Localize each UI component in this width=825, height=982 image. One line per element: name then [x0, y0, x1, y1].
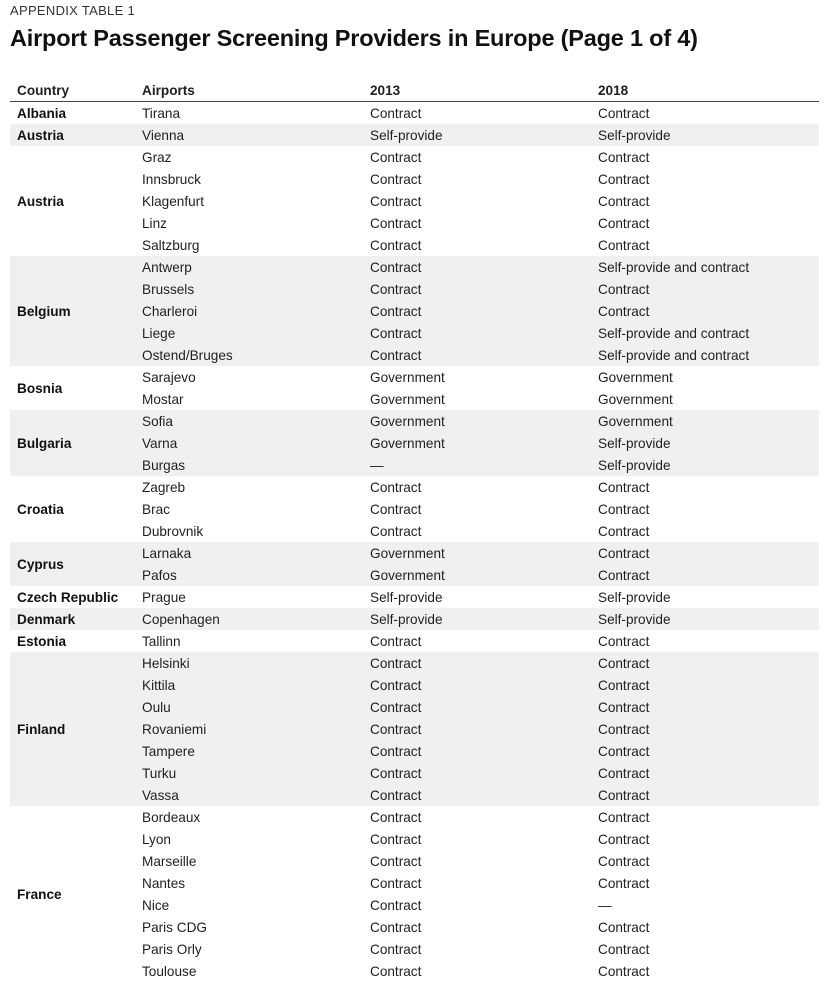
provider-2013-cell: Contract: [363, 718, 591, 740]
country-group: [10, 124, 819, 146]
provider-2018-cell: Self-provide: [591, 454, 819, 476]
airport-cell: Sarajevo: [135, 366, 363, 388]
table-row: [10, 608, 819, 630]
table-row: [10, 806, 819, 828]
provider-2018-cell: Contract: [591, 564, 819, 586]
provider-2013-cell: Contract: [363, 894, 591, 916]
provider-2013-cell: Contract: [363, 784, 591, 806]
header-row: [10, 80, 819, 102]
provider-2013-cell: Contract: [363, 146, 591, 168]
airport-cell: Brussels: [135, 278, 363, 300]
provider-2018-cell: Self-provide: [591, 608, 819, 630]
table-row: [10, 146, 819, 168]
airport-cell: Tirana: [135, 102, 363, 125]
provider-2013-cell: Contract: [363, 322, 591, 344]
airport-cell: Sofia: [135, 410, 363, 432]
airport-cell: Oulu: [135, 696, 363, 718]
airport-cell: Burgas: [135, 454, 363, 476]
provider-2013-cell: Contract: [363, 872, 591, 894]
airport-cell: Toulouse: [135, 960, 363, 982]
provider-2018-cell: Contract: [591, 520, 819, 542]
provider-2018-cell: Contract: [591, 168, 819, 190]
column-header-country: Country: [10, 80, 135, 102]
table-row: [10, 476, 819, 498]
provider-2018-cell: Contract: [591, 630, 819, 652]
provider-2018-cell: Contract: [591, 542, 819, 564]
country-cell: Bulgaria: [10, 410, 135, 476]
provider-2013-cell: Contract: [363, 630, 591, 652]
airport-cell: Kittila: [135, 674, 363, 696]
provider-2013-cell: Contract: [363, 740, 591, 762]
country-group: [10, 366, 819, 410]
provider-2013-cell: Contract: [363, 916, 591, 938]
provider-2018-cell: Contract: [591, 806, 819, 828]
provider-2018-cell: Contract: [591, 476, 819, 498]
country-cell: Estonia: [10, 630, 135, 652]
provider-2013-cell: Contract: [363, 652, 591, 674]
provider-2013-cell: Government: [363, 388, 591, 410]
airport-cell: Tampere: [135, 740, 363, 762]
provider-2018-cell: Contract: [591, 498, 819, 520]
provider-2018-cell: —: [591, 894, 819, 916]
airport-cell: Innsbruck: [135, 168, 363, 190]
provider-2013-cell: Contract: [363, 234, 591, 256]
table-row: [10, 586, 819, 608]
table-row: [10, 630, 819, 652]
airport-cell: Copenhagen: [135, 608, 363, 630]
airport-cell: Ostend/Bruges: [135, 344, 363, 366]
provider-2018-cell: Contract: [591, 212, 819, 234]
provider-2018-cell: Government: [591, 410, 819, 432]
provider-2018-cell: Self-provide and contract: [591, 256, 819, 278]
provider-2018-cell: Contract: [591, 278, 819, 300]
provider-2018-cell: Contract: [591, 190, 819, 212]
provider-2013-cell: Contract: [363, 762, 591, 784]
airport-cell: Vienna: [135, 124, 363, 146]
airport-cell: Pafos: [135, 564, 363, 586]
screening-providers-table: [10, 80, 819, 982]
airport-cell: Mostar: [135, 388, 363, 410]
provider-2018-cell: Contract: [591, 740, 819, 762]
provider-2013-cell: Self-provide: [363, 124, 591, 146]
provider-2013-cell: Self-provide: [363, 586, 591, 608]
country-group: [10, 608, 819, 630]
airport-cell: Paris CDG: [135, 916, 363, 938]
provider-2013-cell: Contract: [363, 696, 591, 718]
provider-2018-cell: Contract: [591, 102, 819, 125]
airport-cell: Larnaka: [135, 542, 363, 564]
provider-2018-cell: Contract: [591, 234, 819, 256]
airport-cell: Marseille: [135, 850, 363, 872]
provider-2013-cell: Contract: [363, 278, 591, 300]
provider-2018-cell: Contract: [591, 938, 819, 960]
country-cell: Austria: [10, 124, 135, 146]
airport-cell: Brac: [135, 498, 363, 520]
provider-2013-cell: Government: [363, 542, 591, 564]
provider-2018-cell: Self-provide: [591, 432, 819, 454]
provider-2018-cell: Contract: [591, 784, 819, 806]
provider-2013-cell: Contract: [363, 674, 591, 696]
airport-cell: Linz: [135, 212, 363, 234]
country-group: [10, 256, 819, 366]
provider-2013-cell: Contract: [363, 190, 591, 212]
column-header-2018: 2018: [591, 80, 819, 102]
provider-2013-cell: Contract: [363, 300, 591, 322]
country-cell: Austria: [10, 146, 135, 256]
country-group: [10, 146, 819, 256]
provider-2018-cell: Contract: [591, 828, 819, 850]
provider-2018-cell: Contract: [591, 762, 819, 784]
airport-cell: Nice: [135, 894, 363, 916]
provider-2013-cell: Contract: [363, 806, 591, 828]
airport-cell: Helsinki: [135, 652, 363, 674]
provider-2018-cell: Contract: [591, 872, 819, 894]
page-title: Airport Passenger Screening Providers in Europe (Page 1 of 4): [10, 25, 698, 51]
country-group: [10, 476, 819, 542]
airport-cell: Charleroi: [135, 300, 363, 322]
column-header-airports: Airports: [135, 80, 363, 102]
column-header-2013: 2013: [363, 80, 591, 102]
country-cell: Denmark: [10, 608, 135, 630]
provider-2018-cell: Contract: [591, 696, 819, 718]
table-row: [10, 542, 819, 564]
provider-2013-cell: Contract: [363, 212, 591, 234]
airport-cell: Lyon: [135, 828, 363, 850]
country-cell: Belgium: [10, 256, 135, 366]
airport-cell: Varna: [135, 432, 363, 454]
airport-cell: Klagenfurt: [135, 190, 363, 212]
provider-2013-cell: Contract: [363, 850, 591, 872]
country-cell: Albania: [10, 102, 135, 125]
table-row: [10, 652, 819, 674]
provider-2018-cell: Contract: [591, 652, 819, 674]
provider-2013-cell: Government: [363, 366, 591, 388]
airport-cell: Turku: [135, 762, 363, 784]
airport-cell: Rovaniemi: [135, 718, 363, 740]
airport-cell: Liege: [135, 322, 363, 344]
table-row: [10, 366, 819, 388]
provider-2013-cell: Contract: [363, 102, 591, 125]
provider-2013-cell: Contract: [363, 344, 591, 366]
provider-2013-cell: Contract: [363, 828, 591, 850]
airport-cell: Dubrovnik: [135, 520, 363, 542]
provider-2018-cell: Government: [591, 366, 819, 388]
airport-cell: Graz: [135, 146, 363, 168]
country-group: [10, 410, 819, 476]
country-group: [10, 806, 819, 982]
provider-2013-cell: —: [363, 454, 591, 476]
provider-2018-cell: Contract: [591, 960, 819, 982]
provider-2013-cell: Government: [363, 564, 591, 586]
provider-2013-cell: Contract: [363, 498, 591, 520]
country-cell: Bosnia: [10, 366, 135, 410]
provider-2013-cell: Government: [363, 432, 591, 454]
table-row: [10, 124, 819, 146]
airport-cell: Tallinn: [135, 630, 363, 652]
provider-2013-cell: Contract: [363, 256, 591, 278]
country-cell: France: [10, 806, 135, 982]
airport-cell: Vassa: [135, 784, 363, 806]
airport-cell: Prague: [135, 586, 363, 608]
country-cell: Croatia: [10, 476, 135, 542]
provider-2018-cell: Self-provide: [591, 124, 819, 146]
airport-cell: Antwerp: [135, 256, 363, 278]
provider-2013-cell: Contract: [363, 960, 591, 982]
provider-2018-cell: Contract: [591, 674, 819, 696]
airport-cell: Saltzburg: [135, 234, 363, 256]
table-row: [10, 102, 819, 125]
country-group: [10, 652, 819, 806]
provider-2013-cell: Government: [363, 410, 591, 432]
provider-2018-cell: Self-provide and contract: [591, 322, 819, 344]
provider-2013-cell: Self-provide: [363, 608, 591, 630]
country-cell: Czech Republic: [10, 586, 135, 608]
provider-2013-cell: Contract: [363, 520, 591, 542]
country-group: [10, 586, 819, 608]
country-cell: Finland: [10, 652, 135, 806]
provider-2018-cell: Self-provide and contract: [591, 344, 819, 366]
provider-2018-cell: Contract: [591, 300, 819, 322]
country-group: [10, 102, 819, 125]
provider-2018-cell: Contract: [591, 916, 819, 938]
table-row: [10, 256, 819, 278]
provider-2018-cell: Contract: [591, 146, 819, 168]
provider-2018-cell: Government: [591, 388, 819, 410]
country-group: [10, 630, 819, 652]
provider-2018-cell: Contract: [591, 718, 819, 740]
provider-2013-cell: Contract: [363, 168, 591, 190]
airport-cell: Bordeaux: [135, 806, 363, 828]
provider-2018-cell: Self-provide: [591, 586, 819, 608]
table-row: [10, 410, 819, 432]
provider-2018-cell: Contract: [591, 850, 819, 872]
provider-2013-cell: Contract: [363, 476, 591, 498]
provider-2013-cell: Contract: [363, 938, 591, 960]
appendix-label: APPENDIX TABLE 1: [10, 3, 135, 18]
airport-cell: Nantes: [135, 872, 363, 894]
airport-cell: Paris Orly: [135, 938, 363, 960]
country-group: [10, 542, 819, 586]
airport-cell: Zagreb: [135, 476, 363, 498]
table-header: [10, 80, 819, 102]
country-cell: Cyprus: [10, 542, 135, 586]
